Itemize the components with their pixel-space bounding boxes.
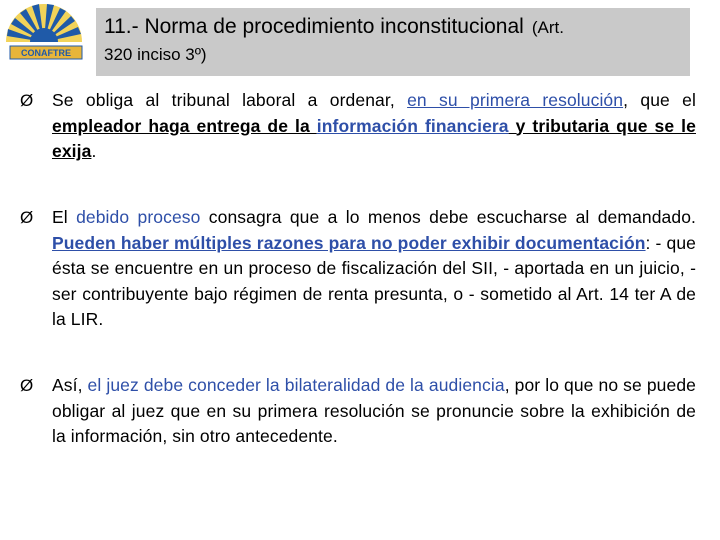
bullet-arrow-icon: Ø [20, 91, 34, 110]
bullet-1-text [52, 88, 696, 165]
bullet-1-part-6: y tributaria que se le exija [52, 115, 696, 161]
bullet-arrow-icon: Ø [20, 208, 34, 227]
bullet-2-part-4: Pueden haber múltiples razones para no poder exhibir documentación [52, 232, 646, 253]
bullet-2-part-1: El [52, 207, 77, 227]
bullet-3 [20, 373, 696, 450]
bullet-3-text [52, 373, 696, 450]
conaftre-logo [4, 2, 90, 66]
slide-title-box [96, 8, 690, 76]
bullet-1-part-4: empleador haga entrega de la [52, 115, 317, 136]
bullet-1 [20, 88, 696, 165]
bullet-2 [20, 205, 696, 333]
logo-graphic [4, 2, 90, 66]
slide-title-art: (Art. [531, 18, 564, 37]
bullet-3-part-2: el juez debe conceder la bilateralidad de la audiencia [87, 375, 505, 395]
slide-title-line1 [104, 14, 682, 41]
bullet-arrow-icon: Ø [20, 376, 34, 395]
logo-text: CONAFTRE [21, 48, 71, 58]
bullet-2-text [52, 205, 696, 333]
slide-title: 11.- Norma de procedimiento inconstitucional [104, 15, 524, 38]
bullet-2-part-3: consagra que a lo menos debe escucharse al demandado. [200, 207, 696, 227]
bullet-2-part-2: debido proceso [76, 207, 201, 227]
bullet-3-part-1: Así, [52, 375, 88, 395]
bullet-2-part-5: : - que ésta se encuentre en un proceso de fiscalización del SII, - aportada en un juicio, - ser contribuyente bajo régimen de renta presunta, o - sometido al Art. 14 ter A de la LIR. [52, 232, 696, 329]
bullet-1-part-5: información financiera [316, 115, 509, 136]
bullet-1-part-7: . [91, 141, 97, 161]
bullet-1-part-3: , que el [623, 90, 696, 110]
slide-title-line2: 320 inciso 3º) [104, 45, 207, 64]
bullet-1-part-2: en su primera resolución [407, 90, 624, 110]
bullet-1-part-1: Se obliga al tribunal laboral a ordenar, [52, 90, 408, 110]
bullet-3-part-3: , por lo que no se puede obligar al juez que en su primera resolución se pronuncie sobre la exhibición de la información, sin otro antecedente. [52, 375, 696, 446]
